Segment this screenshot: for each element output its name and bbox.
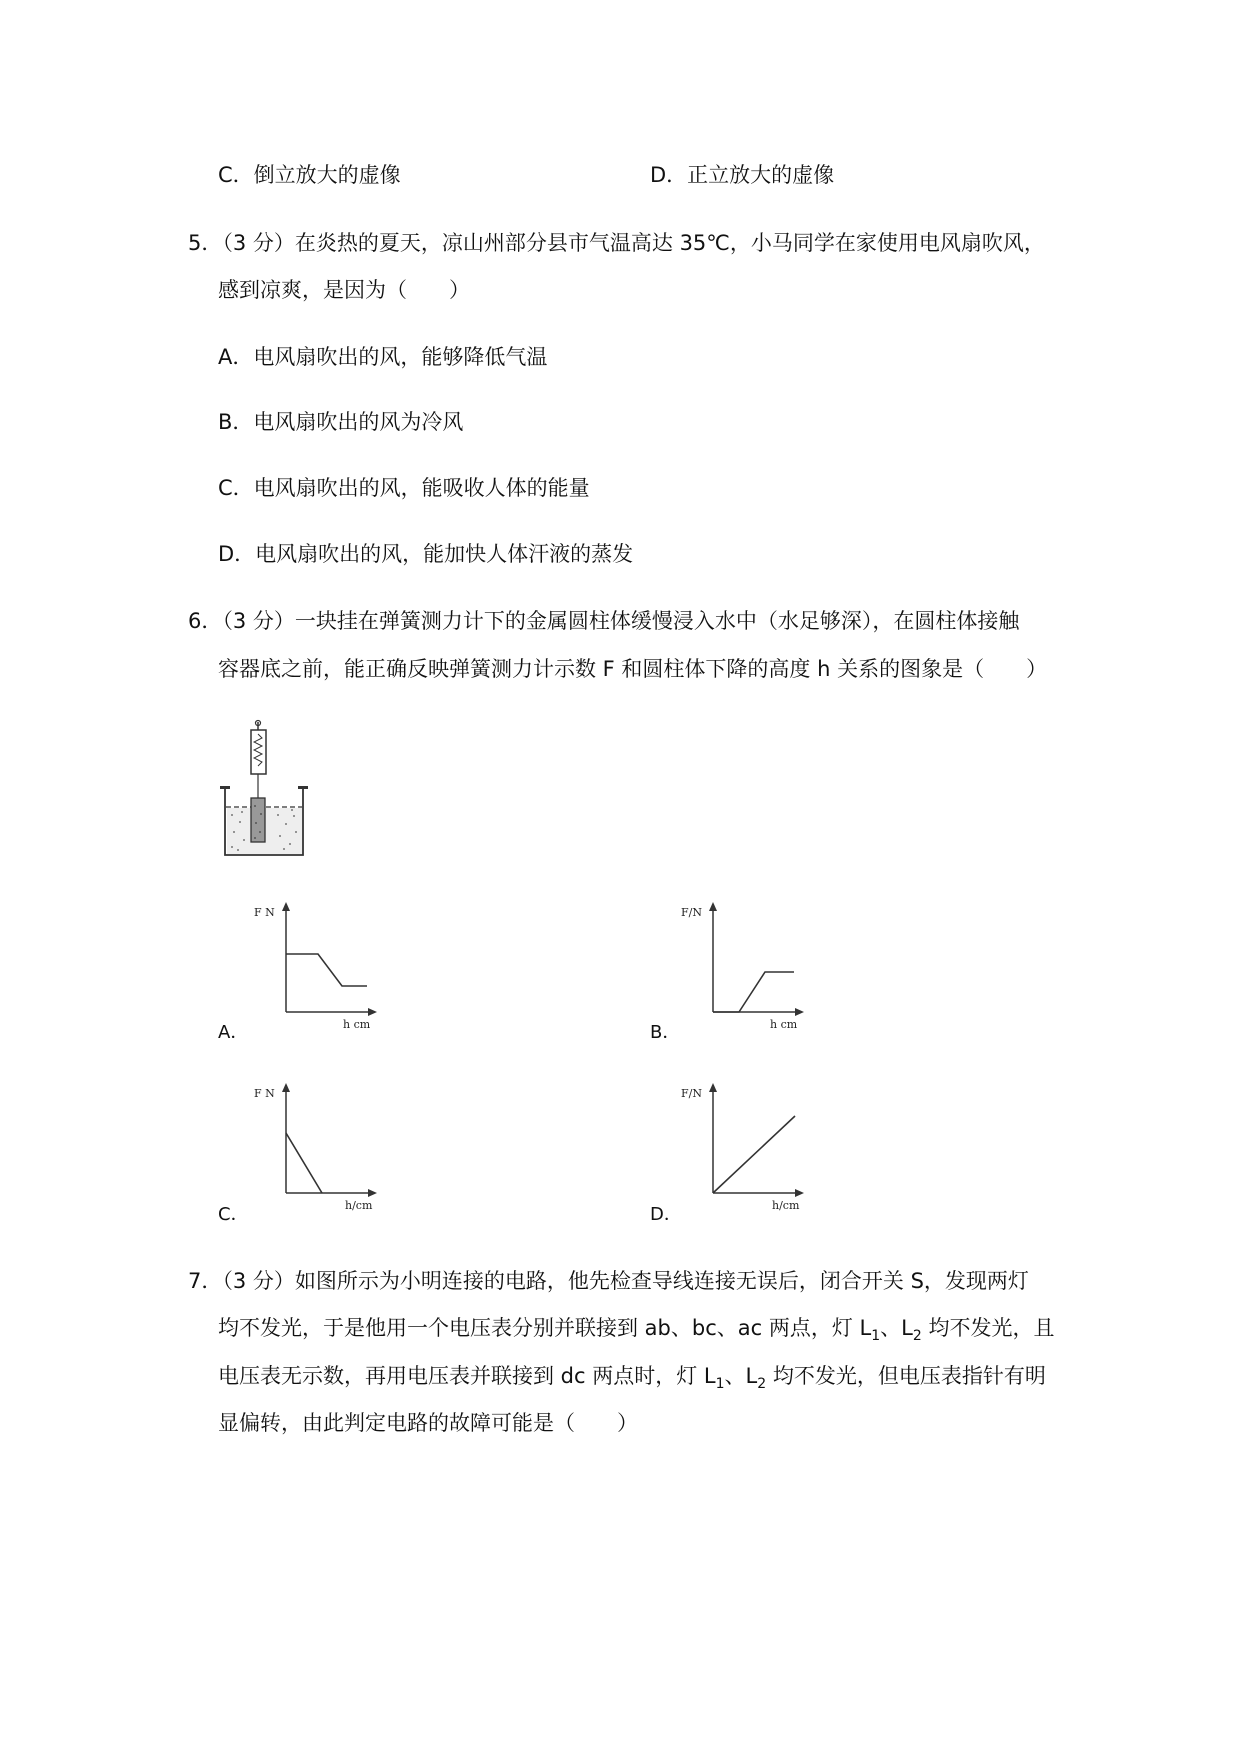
graph-c-curve [286,1133,322,1193]
graph-a-curve [286,954,367,986]
graph-a-xlabel: h cm [343,1018,371,1031]
q7-line2-text-c: 均不发光，且 [921,1316,1055,1340]
graph-a-letter: A． [218,1022,249,1043]
q5-option-c: C．电风扇吹出的风，能吸收人体的能量 [218,476,590,500]
graph-c-letter: C． [218,1204,249,1225]
spring-balance-apparatus-figure [218,720,338,860]
q7-stem-line4: 显偏转，由此判定电路的故障可能是（ ） [218,1411,638,1435]
graph-d-curve [713,1116,795,1193]
graph-b-letter: B． [650,1022,681,1043]
graph-option-b [677,902,807,1032]
q6-stem-line1: 6．（3 分）一块挂在弹簧测力计下的金属圆柱体缓慢浸入水中（水足够深），在圆柱体接触 [188,609,1020,633]
q5-option-b: B．电风扇吹出的风为冷风 [218,410,464,434]
q6-stem-line2: 容器底之前，能正确反映弹簧测力计示数 F 和圆柱体下降的高度 h 关系的图象是（ ） [218,657,1048,681]
graph-b-xlabel: h cm [770,1018,798,1031]
graph-c-xlabel: h/cm [345,1199,373,1212]
q5-option-d: D．电风扇吹出的风，能加快人体汗液的蒸发 [218,542,634,566]
graph-option-a [250,902,380,1032]
q7-line2-text-a: 均不发光，于是他用一个电压表分别并联接到 ab、bc、ac 两点，灯 L [218,1316,872,1340]
graph-d-xlabel: h/cm [772,1199,800,1212]
q4-option-d: D．正立放大的虚像 [650,163,835,187]
q4-option-c: C．倒立放大的虚像 [218,163,401,187]
q7-stem-line2 [218,1313,1054,1351]
graph-d-letter: D． [650,1204,682,1225]
q7-line2-subscript-1: 1 [871,1328,881,1344]
graph-b-ylabel: F/N [681,906,702,919]
graph-b-curve [713,972,794,1012]
q5-stem-line2: 感到凉爽，是因为（ ） [218,278,470,302]
q5-stem-line1: 5．（3 分）在炎热的夏天，凉山州部分县市气温高达 35℃，小马同学在家使用电风扇吹风， [188,231,1045,255]
q7-line3-text-a: 电压表无示数，再用电压表并联接到 dc 两点时，灯 L [218,1364,716,1388]
q7-line3-text-b: 、L [724,1364,758,1388]
graph-c-ylabel: F N [254,1087,275,1100]
q7-line3-subscript-2: 2 [757,1376,767,1392]
graph-a-ylabel: F N [254,906,275,919]
graph-option-d [677,1083,807,1213]
q7-line3-text-c: 均不发光，但电压表指针有明 [766,1364,1046,1388]
q7-line2-text-b: 、L [880,1316,913,1340]
q5-option-a: A．电风扇吹出的风，能够降低气温 [218,345,548,369]
graph-d-ylabel: F/N [681,1087,702,1100]
q7-line2-subscript-2: 2 [912,1328,922,1344]
q7-stem-line1: 7．（3 分）如图所示为小明连接的电路，他先检查导线连接无误后，闭合开关 S，发现两灯 [188,1269,1029,1293]
graph-option-c [250,1083,380,1213]
q7-stem-line3 [218,1361,1046,1399]
q7-line3-subscript-1: 1 [715,1376,725,1392]
